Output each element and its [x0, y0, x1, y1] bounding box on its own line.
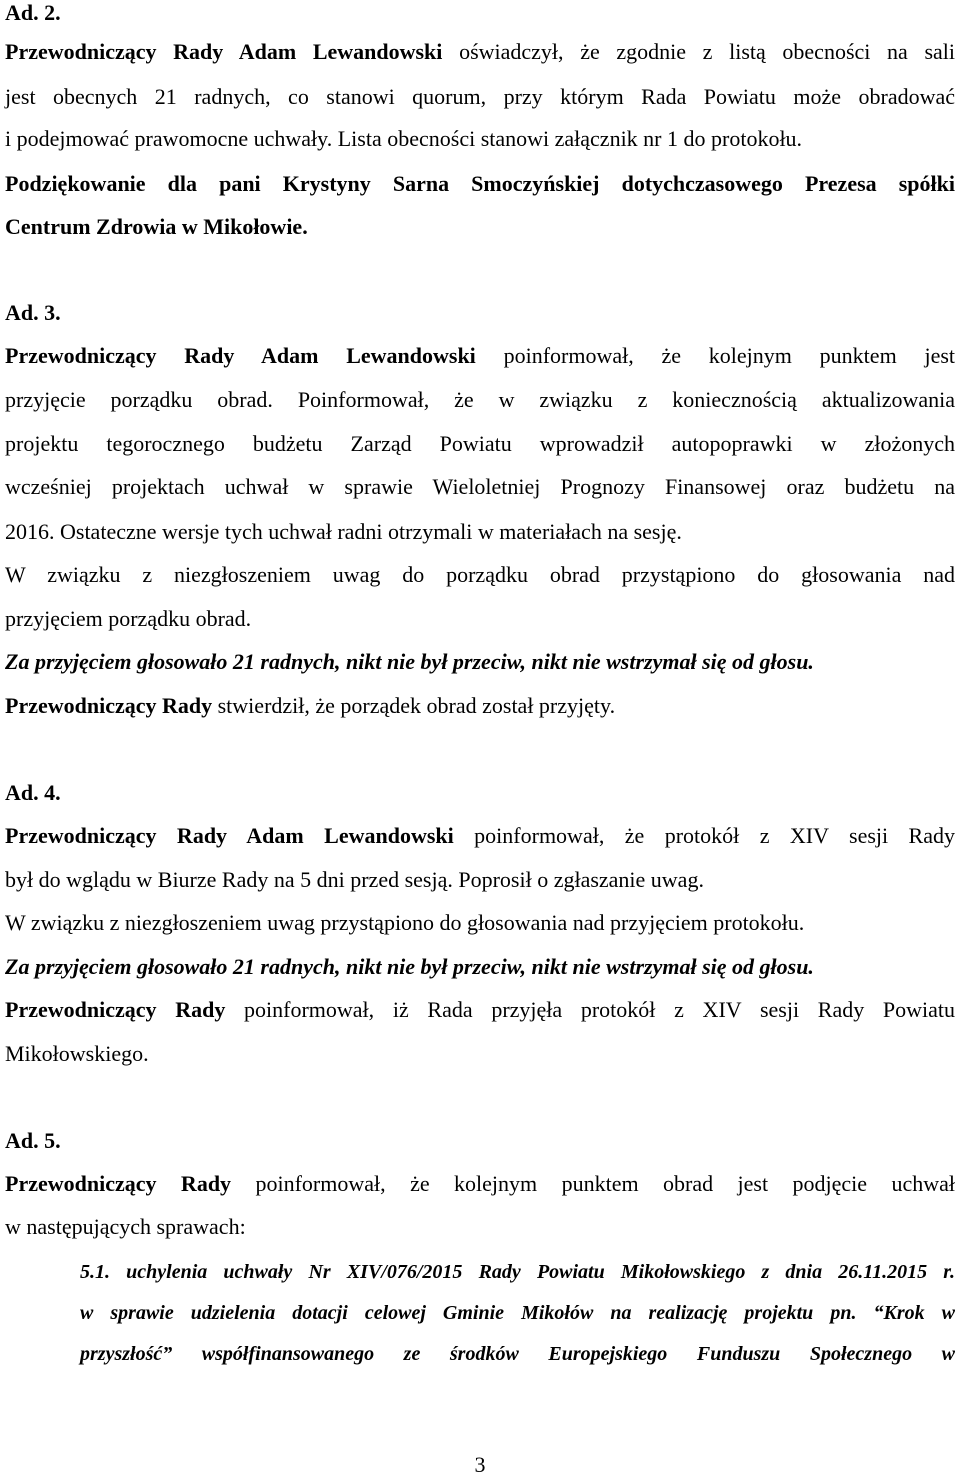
- section-heading-ad4: Ad. 4.: [5, 780, 61, 805]
- ad3-line-1: Przewodniczący Rady Adam Lewandowski poinformował, że kolejnym punktem jest: [5, 343, 956, 368]
- section-heading-ad5: Ad. 5.: [5, 1128, 61, 1153]
- ad2-line-4: Podziękowanie dla pani Krystyny Sarna Smoczyńskiej dotychczasowego Prezesa spółki: [5, 171, 955, 196]
- ad4-line-6: Mikołowskiego.: [5, 1041, 149, 1066]
- ad3-line-3: projektu tegorocznego budżetu Zarząd Powiatu wprowadził autopoprawki w złożonych: [5, 431, 955, 456]
- ad3-line-2: przyjęcie porządku obrad. Poinformował, że w związku z koniecznością aktualizowania: [5, 387, 955, 412]
- ad3-line-5: 2016. Ostateczne wersje tych uchwał radni otrzymali w materiałach na sesję.: [5, 519, 682, 544]
- ad5-item-1-line-2: w sprawie udzielenia dotacji celowej Gminie Mikołów na realizację projektu pn. “Krok w: [80, 1302, 955, 1324]
- ad2-line-5: Centrum Zdrowia w Mikołowie.: [5, 214, 308, 239]
- ad3-line-9: Przewodniczący Rady stwierdził, że porządek obrad został przyjęty.: [5, 693, 616, 718]
- ad4-line-3: W związku z niezgłoszeniem uwag przystąpiono do głosowania nad przyjęciem protokołu.: [5, 910, 805, 935]
- ad2-line-1: Przewodniczący Rady Adam Lewandowski oświadczył, że zgodnie z listą obecności na sali: [5, 39, 955, 64]
- section-heading-ad2: Ad. 2.: [5, 0, 61, 25]
- ad3-line-4: wcześniej projektach uchwał w sprawie Wieloletniej Prognozy Finansowej oraz budżetu na: [5, 474, 955, 499]
- ad5-item-1-line-1: 5.1. uchylenia uchwały Nr XIV/076/2015 Rady Powiatu Mikołowskiego z dnia 26.11.2015 r.: [80, 1261, 955, 1283]
- section-heading-ad3: Ad. 3.: [5, 300, 61, 325]
- ad3-line-7: przyjęciem porządku obrad.: [5, 606, 252, 631]
- ad5-item-1-line-3: przyszłość” współfinansowanego ze środków Europejskiego Funduszu Społecznego w: [80, 1343, 955, 1365]
- ad3-line-6: W związku z niezgłoszeniem uwag do porządku obrad przystąpiono do głosowania nad: [5, 562, 955, 587]
- ad4-vote-result: Za przyjęciem głosowało 21 radnych, nikt nie był przeciw, nikt nie wstrzymał się od głosu.: [5, 954, 814, 979]
- ad5-line-2: w następujących sprawach:: [5, 1214, 246, 1239]
- page-number: 3: [474, 1452, 486, 1477]
- ad4-line-1: Przewodniczący Rady Adam Lewandowski poinformował, że protokół z XIV sesji Rady: [5, 823, 955, 848]
- ad5-line-1: Przewodniczący Rady poinformował, że kolejnym punktem obrad jest podjęcie uchwał: [5, 1171, 955, 1196]
- ad4-line-2: był do wglądu w Biurze Rady na 5 dni przed sesją. Poprosił o zgłaszanie uwag.: [5, 867, 704, 892]
- ad2-line-2: jest obecnych 21 radnych, co stanowi quorum, przy którym Rada Powiatu może obradować: [5, 84, 955, 109]
- ad4-line-5: Przewodniczący Rady poinformował, iż Rada przyjęła protokół z XIV sesji Rady Powiatu: [5, 997, 956, 1022]
- ad3-vote-result: Za przyjęciem głosowało 21 radnych, nikt nie był przeciw, nikt nie wstrzymał się od głosu.: [5, 649, 814, 674]
- ad2-line-3: i podejmować prawomocne uchwały. Lista obecności stanowi załącznik nr 1 do protokołu.: [5, 126, 803, 151]
